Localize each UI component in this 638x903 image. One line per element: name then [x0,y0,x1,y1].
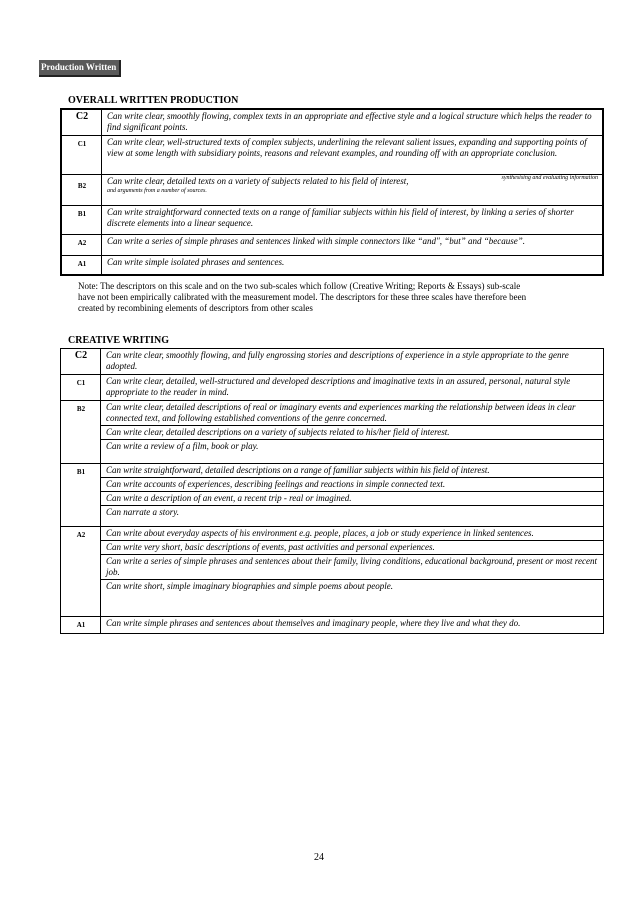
descriptor-text: Can write clear, smoothly flowing, complex texts in an appropriate and effective style and a logical structure which helps the reader to find significant points. [102,109,604,136]
descriptor-cell [101,464,604,527]
level-label: B2 [61,401,101,464]
creative-writing-heading: CREATIVE WRITING [68,335,170,346]
level-label: C1 [61,136,102,175]
descriptor-text: Can write simple phrases and sentences about themselves and imaginary people, where they live and what they do. [106,618,521,629]
descriptor-text: Can write a series of simple phrases and sentences about their family, living conditions, educational background, present or most recent job. [101,555,603,580]
descriptor-text: Can write clear, well-structured texts of complex subjects, underlining the relevant salient issues, expanding and supporting points of view at some length with subsidiary points, reasons and relevant examples, and rounding off with an appropriate conclusion. [102,136,604,175]
descriptor-text: Can write clear, detailed, well-structured and developed descriptions and imaginative texts in an assured, personal, natural style appropriate to the reader in mind. [106,376,571,398]
table-row [61,464,604,527]
table-row [61,401,604,464]
level-label: A2 [61,527,101,617]
section-tag: Production Written [39,60,121,77]
descriptor-text-superscript: synthesising and evaluating information [501,174,598,181]
level-label: C2 [61,349,101,375]
table-row [61,109,603,136]
descriptor-cell [101,375,604,401]
descriptor-text: Can narrate a story. [106,507,180,518]
table-row [61,527,604,617]
level-label: B2 [61,174,102,205]
level-label: A1 [61,617,101,634]
descriptor-cell [102,174,604,205]
descriptor-cell [101,527,604,617]
level-label: C1 [61,375,101,401]
descriptor-text: Can write clear, detailed descriptions of real or imaginary events and experiences marking the relationship between ideas in clear connected text, and following established conventions of the genre concerned. [101,401,603,426]
descriptor-text: Can write accounts of experiences, describing feelings and reactions in simple connected text. [101,478,603,492]
descriptor-text: Can write straightforward connected texts on a range of familiar subjects within his field of interest, by linking a series of shorter discrete elements into a linear sequence. [102,206,604,234]
level-label: B1 [61,464,101,527]
table-row [61,255,603,275]
descriptor-text: Can write a series of simple phrases and sentences linked with simple connectors like “and", “but” and “because”. [102,234,604,255]
descriptor-cell [101,349,604,375]
descriptor-text: Can write a review of a film, book or play. [106,441,259,452]
level-label: C2 [61,109,102,136]
descriptor-text: Can write very short, basic descriptions of events, past activities and personal experiences. [101,541,603,555]
creative-writing-table [60,348,604,634]
table-row [61,375,604,401]
level-label: A2 [61,234,102,255]
descriptor-text: Can write short, simple imaginary biographies and simple poems about people. [106,581,393,592]
table-row [61,349,604,375]
level-label: B1 [61,206,102,234]
descriptor-cell [101,617,604,634]
page-number: 24 [314,852,324,863]
table-row [61,234,603,255]
descriptor-text: Can write clear, smoothly flowing, and fully engrossing stories and descriptions of experience in a style appropriate to the genre adopted. [106,350,569,371]
descriptor-text: Can write clear, detailed descriptions on a variety of subjects related to his/her field of interest. [101,426,603,440]
table-row [61,136,603,175]
descriptor-text: Can write a description of an event, a recent trip - real or imagined. [101,492,603,506]
table-row [61,617,604,634]
overall-heading: OVERALL WRITTEN PRODUCTION [68,95,239,106]
descriptor-text: Can write simple isolated phrases and sentences. [102,255,604,275]
scale-note: Note: The descriptors on this scale and on the two sub-scales which follow (Creative Writing; Reports & Essays) sub-scale have not been empirically calibrated with the measurement model. The descriptors for these three scales have therefore been created by recombining elements of descriptors from other scales [78,281,527,313]
descriptor-text: Can write clear, detailed texts on a variety of subjects related to his field of interest, [107,175,409,186]
level-label: A1 [61,255,102,275]
descriptor-text-continued: and arguments from a number of sources. [107,187,207,194]
table-row [61,174,603,205]
descriptor-text: Can write about everyday aspects of his environment e.g. people, places, a job or study experience in linked sentences. [101,527,603,541]
overall-table [60,108,604,276]
descriptor-cell [101,401,604,464]
table-row [61,206,603,234]
descriptor-text: Can write straightforward, detailed descriptions on a range of familiar subjects within his field of interest. [101,464,603,478]
